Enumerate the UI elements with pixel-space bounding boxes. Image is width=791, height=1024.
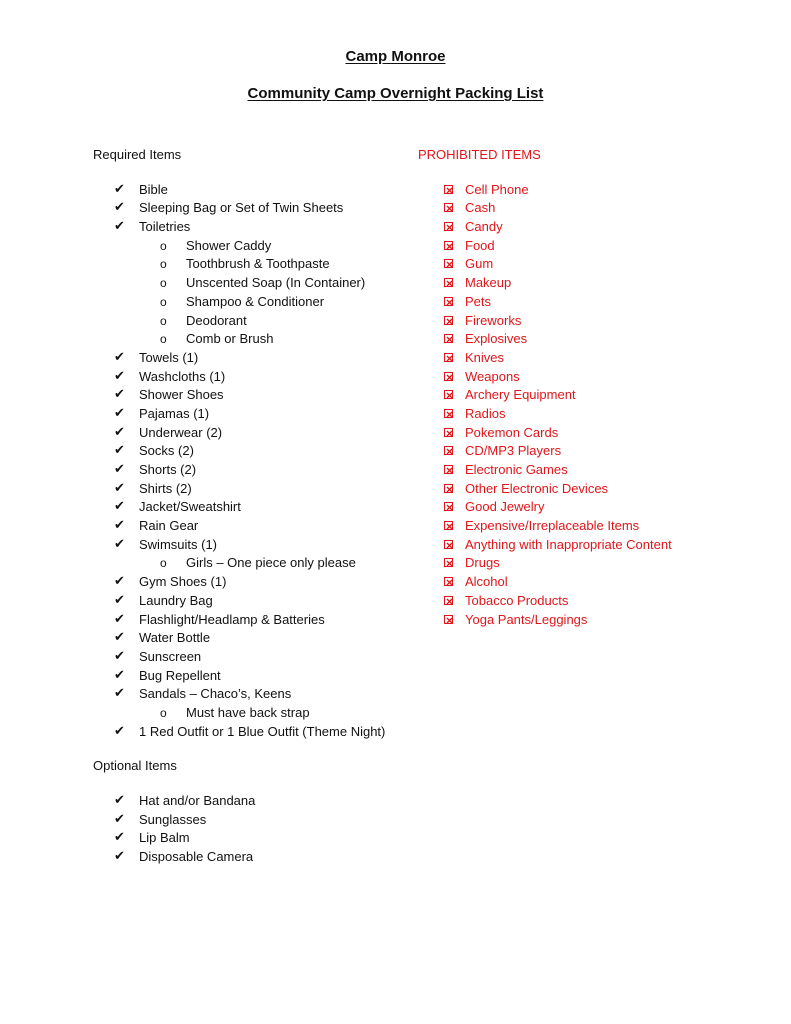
prohibited-item bbox=[418, 349, 748, 368]
list-item bbox=[93, 461, 393, 480]
checkmark-icon: ✔ bbox=[114, 181, 125, 197]
boxed-x-icon bbox=[444, 390, 453, 399]
prohibited-item-label: Alcohol bbox=[465, 574, 508, 590]
list-item bbox=[93, 685, 393, 704]
list-item-label: Socks (2) bbox=[139, 443, 194, 459]
boxed-x-icon bbox=[444, 615, 453, 624]
prohibited-item bbox=[418, 368, 748, 387]
boxed-x-icon bbox=[444, 577, 453, 586]
boxed-x-icon bbox=[444, 465, 453, 474]
list-item bbox=[93, 386, 393, 405]
boxed-x-icon bbox=[444, 185, 453, 194]
list-item-label: Swimsuits (1) bbox=[139, 536, 218, 552]
list-item bbox=[93, 536, 393, 555]
list-item bbox=[93, 480, 393, 499]
checkmark-icon: ✔ bbox=[114, 723, 125, 739]
boxed-x-icon bbox=[444, 409, 453, 418]
boxed-x-icon bbox=[444, 297, 453, 306]
boxed-x-icon bbox=[444, 540, 453, 549]
sub-list-item bbox=[93, 293, 393, 312]
prohibited-item-label: Makeup bbox=[465, 275, 512, 291]
required-items-list bbox=[93, 181, 393, 742]
hollow-circle-bullet-icon: o bbox=[160, 556, 167, 571]
prohibited-item bbox=[418, 554, 748, 573]
prohibited-item bbox=[418, 199, 748, 218]
hollow-circle-bullet-icon: o bbox=[160, 276, 167, 291]
prohibited-item-label: Pokemon Cards bbox=[465, 424, 559, 440]
prohibited-item-label: Explosives bbox=[465, 331, 528, 347]
list-item-label: Water Bottle bbox=[139, 630, 211, 646]
checkmark-icon: ✔ bbox=[114, 368, 125, 384]
document-subtitle: Community Camp Overnight Packing List bbox=[247, 85, 544, 102]
prohibited-item bbox=[418, 330, 748, 349]
sub-list-item bbox=[93, 704, 393, 723]
prohibited-item-label: Fireworks bbox=[465, 312, 522, 328]
prohibited-item-label: Radios bbox=[465, 405, 506, 421]
checkmark-icon: ✔ bbox=[114, 811, 125, 827]
spacer bbox=[418, 165, 748, 181]
checkmark-icon: ✔ bbox=[114, 611, 125, 627]
checkmark-icon: ✔ bbox=[114, 219, 125, 235]
list-item bbox=[93, 592, 393, 611]
prohibited-item-label: Other Electronic Devices bbox=[465, 480, 609, 496]
optional-items-heading: Optional Items bbox=[93, 758, 177, 774]
prohibited-item-label: Cell Phone bbox=[465, 181, 529, 197]
prohibited-item bbox=[418, 405, 748, 424]
checkmark-icon: ✔ bbox=[114, 536, 125, 552]
checkmark-icon: ✔ bbox=[114, 667, 125, 683]
prohibited-item bbox=[418, 498, 748, 517]
boxed-x-icon bbox=[444, 259, 453, 268]
prohibited-item bbox=[418, 255, 748, 274]
list-item-label: 1 Red Outfit or 1 Blue Outfit (Theme Night) bbox=[139, 723, 386, 739]
prohibited-item-label: Cash bbox=[465, 200, 496, 216]
boxed-x-icon bbox=[444, 558, 453, 567]
prohibited-item-label: Tobacco Products bbox=[465, 592, 569, 608]
checkmark-icon: ✔ bbox=[114, 443, 125, 459]
list-item-label: Shirts (2) bbox=[139, 480, 192, 496]
list-item-label: Towels (1) bbox=[139, 349, 199, 365]
list-item-label: Bug Repellent bbox=[139, 667, 221, 683]
list-item-label: Disposable Camera bbox=[139, 849, 254, 865]
list-item bbox=[93, 629, 393, 648]
prohibited-item bbox=[418, 386, 748, 405]
spacer bbox=[93, 741, 393, 757]
checkmark-icon: ✔ bbox=[114, 648, 125, 664]
boxed-x-icon bbox=[444, 502, 453, 511]
checkmark-icon: ✔ bbox=[114, 574, 125, 590]
hollow-circle-bullet-icon: o bbox=[160, 238, 167, 253]
optional-items-list bbox=[93, 792, 393, 867]
prohibited-item bbox=[418, 442, 748, 461]
prohibited-item bbox=[418, 424, 748, 443]
prohibited-item-label: Good Jewelry bbox=[465, 499, 545, 515]
list-item-label: Toiletries bbox=[139, 219, 191, 235]
checkmark-icon: ✔ bbox=[114, 830, 125, 846]
spacer bbox=[93, 165, 393, 181]
list-item-label: Sunscreen bbox=[139, 648, 202, 664]
prohibited-item-label: Archery Equipment bbox=[465, 387, 576, 403]
list-item-label: Laundry Bag bbox=[139, 592, 213, 608]
prohibited-item-label: CD/MP3 Players bbox=[465, 443, 562, 459]
hollow-circle-bullet-icon: o bbox=[160, 294, 167, 309]
checkmark-icon: ✔ bbox=[114, 849, 125, 865]
spacer bbox=[93, 776, 393, 792]
sub-list-item bbox=[93, 274, 393, 293]
list-item-label: Sleeping Bag or Set of Twin Sheets bbox=[139, 200, 344, 216]
prohibited-item bbox=[418, 274, 748, 293]
prohibited-item bbox=[418, 293, 748, 312]
right-column bbox=[418, 146, 748, 629]
checkmark-icon: ✔ bbox=[114, 480, 125, 496]
list-item bbox=[93, 442, 393, 461]
prohibited-item-label: Drugs bbox=[465, 555, 500, 571]
list-item-label: Lip Balm bbox=[139, 830, 190, 846]
hollow-circle-bullet-icon: o bbox=[160, 313, 167, 328]
sub-list-item-label: Girls – One piece only please bbox=[186, 555, 356, 571]
left-column bbox=[93, 146, 393, 867]
required-items-heading: Required Items bbox=[93, 147, 182, 162]
sub-list-item-label: Deodorant bbox=[186, 312, 247, 328]
sub-list-item bbox=[93, 237, 393, 256]
hollow-circle-bullet-icon: o bbox=[160, 332, 167, 347]
list-item-label: Sandals – Chaco’s, Keens bbox=[139, 686, 292, 702]
list-item bbox=[93, 218, 393, 237]
checkmark-icon: ✔ bbox=[114, 405, 125, 421]
list-item-label: Sunglasses bbox=[139, 811, 207, 827]
checkmark-icon: ✔ bbox=[114, 424, 125, 440]
list-item bbox=[93, 811, 393, 830]
prohibited-item bbox=[418, 536, 748, 555]
list-item-label: Jacket/Sweatshirt bbox=[139, 499, 241, 515]
prohibited-item bbox=[418, 611, 748, 630]
list-item-label: Hat and/or Bandana bbox=[139, 793, 256, 809]
sub-list-item bbox=[93, 255, 393, 274]
prohibited-item-label: Knives bbox=[465, 349, 505, 365]
checkmark-icon: ✔ bbox=[114, 387, 125, 403]
prohibited-item-label: Food bbox=[465, 237, 495, 253]
list-item bbox=[93, 573, 393, 592]
list-item bbox=[93, 368, 393, 387]
boxed-x-icon bbox=[444, 222, 453, 231]
sub-list-item bbox=[93, 330, 393, 349]
prohibited-item bbox=[418, 181, 748, 200]
boxed-x-icon bbox=[444, 334, 453, 343]
boxed-x-icon bbox=[444, 353, 453, 362]
list-item-label: Shorts (2) bbox=[139, 462, 197, 477]
sub-list-item-label: Shower Caddy bbox=[186, 237, 272, 253]
sub-list-item bbox=[93, 312, 393, 331]
list-item bbox=[93, 667, 393, 686]
prohibited-item bbox=[418, 480, 748, 499]
checkmark-icon: ✔ bbox=[114, 592, 125, 608]
prohibited-item-label: Yoga Pants/Leggings bbox=[465, 611, 588, 627]
list-item bbox=[93, 829, 393, 848]
list-item bbox=[93, 199, 393, 218]
hollow-circle-bullet-icon: o bbox=[160, 705, 167, 720]
list-item bbox=[93, 611, 393, 630]
checkmark-icon: ✔ bbox=[114, 349, 125, 365]
list-item bbox=[93, 723, 393, 742]
list-item bbox=[93, 848, 393, 867]
boxed-x-icon bbox=[444, 484, 453, 493]
list-item-label: Pajamas (1) bbox=[139, 405, 210, 421]
checkmark-icon: ✔ bbox=[114, 200, 125, 216]
prohibited-item bbox=[418, 517, 748, 536]
prohibited-item bbox=[418, 218, 748, 237]
list-item-label: Underwear (2) bbox=[139, 424, 223, 440]
checkmark-icon: ✔ bbox=[114, 630, 125, 646]
prohibited-item bbox=[418, 237, 748, 256]
boxed-x-icon bbox=[444, 241, 453, 250]
prohibited-item-label: Anything with Inappropriate Content bbox=[465, 536, 672, 552]
prohibited-item-label: Candy bbox=[465, 219, 503, 235]
hollow-circle-bullet-icon: o bbox=[160, 257, 167, 272]
boxed-x-icon bbox=[444, 596, 453, 605]
prohibited-item-label: Pets bbox=[465, 293, 492, 309]
prohibited-item bbox=[418, 461, 748, 480]
list-item bbox=[93, 405, 393, 424]
prohibited-item-label: Expensive/Irreplaceable Items bbox=[465, 518, 640, 534]
checkmark-icon: ✔ bbox=[114, 518, 125, 534]
prohibited-item-label: Electronic Games bbox=[465, 462, 568, 477]
list-item-label: Rain Gear bbox=[139, 518, 199, 534]
prohibited-item-label: Weapons bbox=[465, 368, 520, 384]
prohibited-item bbox=[418, 573, 748, 592]
list-item-label: Shower Shoes bbox=[139, 387, 224, 403]
checkmark-icon: ✔ bbox=[114, 499, 125, 515]
document-title: Camp Monroe bbox=[345, 48, 446, 65]
boxed-x-icon bbox=[444, 372, 453, 381]
sub-list-item bbox=[93, 554, 393, 573]
sub-list-item-label: Comb or Brush bbox=[186, 331, 274, 347]
checkmark-icon: ✔ bbox=[114, 686, 125, 702]
list-item bbox=[93, 498, 393, 517]
list-item bbox=[93, 792, 393, 811]
list-item-label: Flashlight/Headlamp & Batteries bbox=[139, 611, 325, 627]
list-item-label: Gym Shoes (1) bbox=[139, 574, 227, 590]
list-item bbox=[93, 181, 393, 200]
prohibited-items-list bbox=[418, 181, 748, 630]
prohibited-items-heading: PROHIBITED ITEMS bbox=[418, 147, 541, 162]
boxed-x-icon bbox=[444, 278, 453, 287]
sub-list-item-label: Toothbrush & Toothpaste bbox=[186, 256, 330, 272]
prohibited-item bbox=[418, 592, 748, 611]
list-item bbox=[93, 648, 393, 667]
prohibited-item bbox=[418, 312, 748, 331]
boxed-x-icon bbox=[444, 446, 453, 455]
list-item bbox=[93, 424, 393, 443]
checkmark-icon: ✔ bbox=[114, 793, 125, 809]
prohibited-item-label: Gum bbox=[465, 256, 494, 272]
sub-list-item-label: Shampoo & Conditioner bbox=[186, 293, 325, 309]
list-item-label: Washcloths (1) bbox=[139, 368, 226, 384]
sub-list-item-label: Must have back strap bbox=[186, 704, 310, 720]
list-item bbox=[93, 349, 393, 368]
boxed-x-icon bbox=[444, 316, 453, 325]
boxed-x-icon bbox=[444, 203, 453, 212]
list-item bbox=[93, 517, 393, 536]
checkmark-icon: ✔ bbox=[114, 462, 125, 477]
boxed-x-icon bbox=[444, 428, 453, 437]
list-item-label: Bible bbox=[139, 181, 168, 197]
sub-list-item-label: Unscented Soap (In Container) bbox=[186, 275, 366, 291]
boxed-x-icon bbox=[444, 521, 453, 530]
